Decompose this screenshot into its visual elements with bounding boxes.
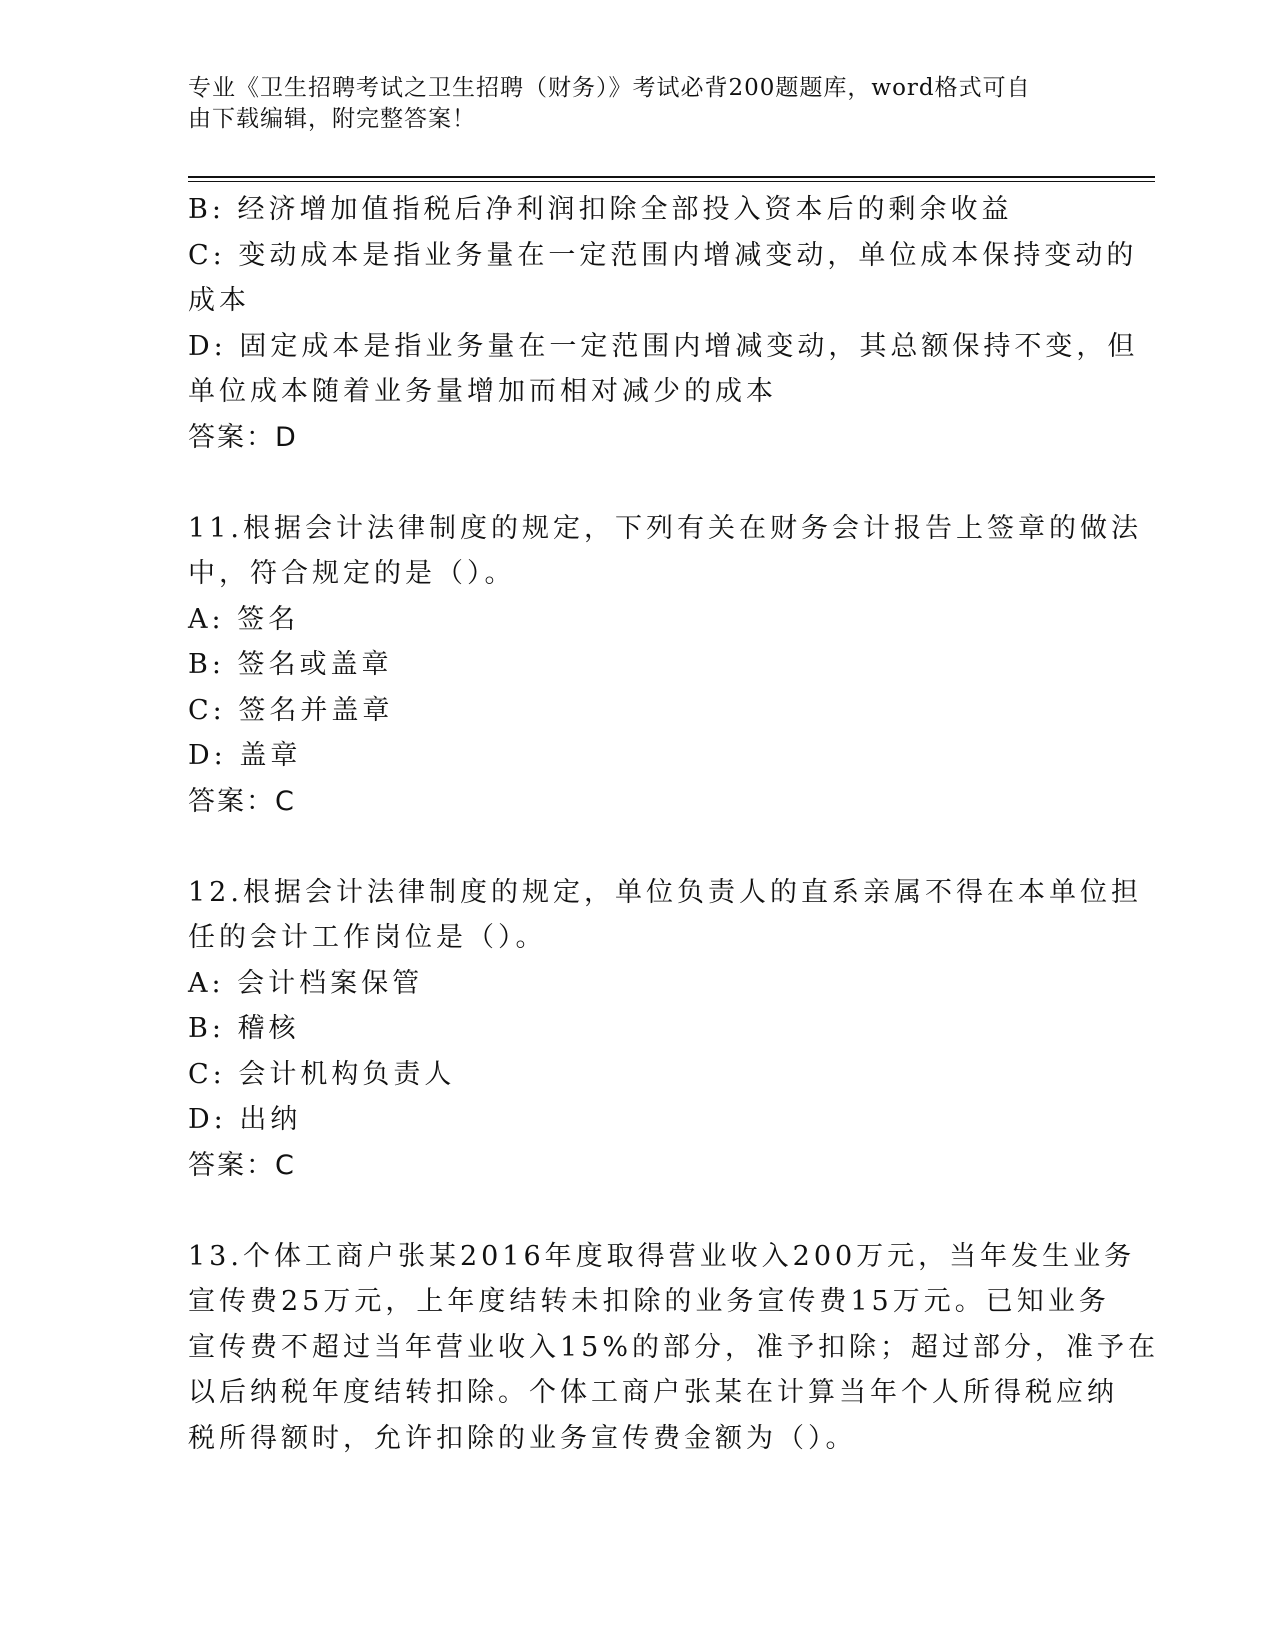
header-divider-thick [188,176,1155,178]
spacer [188,460,1088,506]
option-b: B: 签名或盖章 [188,649,393,680]
option-a: A: 签名 [188,603,300,635]
question-11-block [188,506,1142,825]
option-c-line-1: C: 变动成本是指业务量在一定范围内增减变动，单位成本保持变动的 [188,239,1138,271]
option-d: D: 盖章 [188,740,302,771]
option-a: A: 会计档案保管 [188,967,424,999]
option-c-line-2: 成本 [188,285,250,316]
question-stem-line-1: 11.根据会计法律制度的规定，下列有关在财务会计报告上签章的做法 [188,512,1142,544]
option-d: D: 出纳 [188,1104,302,1135]
header-line-2: 由下载编辑，附完整答案！ [188,106,476,132]
answer: 答案：D [188,421,298,453]
question-13-block [188,1234,1160,1462]
answer: 答案：C [188,785,296,817]
option-d-line-1: D: 固定成本是指业务量在一定范围内增减变动，其总额保持不变，但 [188,330,1139,362]
header-line-1: 专业《卫生招聘考试之卫生招聘（财务）》考试必背200题题库，word格式可自 [188,75,1031,101]
question-stem-line-5: 税所得额时，允许扣除的业务宣传费金额为（）。 [188,1422,857,1454]
question-stem-line-1: 13.个体工商户张某2016年度取得营业收入200万元，当年发生业务 [188,1240,1136,1272]
document-header [188,73,1068,135]
question-12-block [188,870,1142,1189]
option-c: C: 会计机构负责人 [188,1058,456,1090]
answer: 答案：C [188,1149,296,1181]
previous-question-block [188,187,1139,460]
question-stem-line-2: 任的会计工作岗位是（）。 [188,922,547,953]
option-b: B: 稽核 [188,1013,300,1044]
spacer [188,824,1088,870]
question-stem-line-3: 宣传费不超过当年营业收入15%的部分，准予扣除；超过部分，准予在 [188,1331,1160,1363]
question-stem-line-1: 12.根据会计法律制度的规定，单位负责人的直系亲属不得在本单位担 [188,876,1142,908]
option-b: B: 经济增加值指税后净利润扣除全部投入资本后的剩余收益 [188,194,1013,225]
question-content [188,187,1160,1461]
option-c: C: 签名并盖章 [188,694,394,726]
question-stem-line-2: 中，符合规定的是（）。 [188,558,516,589]
question-stem-line-4: 以后纳税年度结转扣除。个体工商户张某在计算当年个人所得税应纳 [188,1377,1118,1408]
option-d-line-2: 单位成本随着业务量增加而相对减少的成本 [188,376,777,407]
question-stem-line-2: 宣传费25万元，上年度结转未扣除的业务宣传费15万元。已知业务 [188,1286,1110,1317]
header-divider-thin [188,181,1155,182]
spacer [188,1188,1088,1234]
